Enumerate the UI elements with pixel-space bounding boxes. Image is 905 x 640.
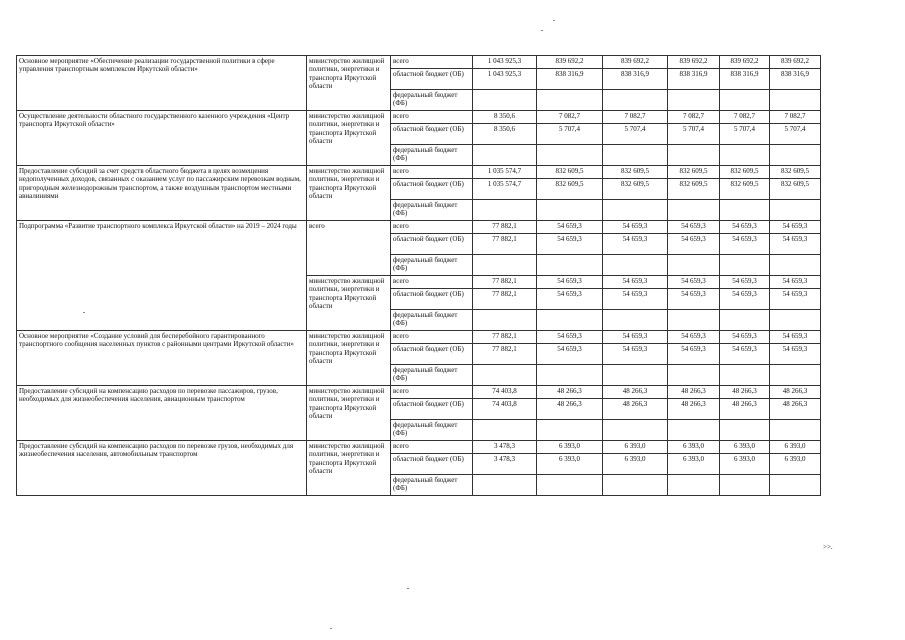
- table-row: [17, 111, 821, 124]
- amount-cell: 48 266,3: [770, 386, 821, 399]
- amount-cell: 54 659,3: [720, 344, 770, 365]
- amount-cell: 74 403,8: [473, 386, 537, 399]
- funding-source: областной бюджет (ОБ): [391, 234, 473, 255]
- funding-source: всего: [391, 276, 473, 289]
- responsible-executor: министерство жилищной политики, энергетики и транспорта Иркутской области: [307, 56, 391, 111]
- amount-cell: 7 082,7: [770, 111, 821, 124]
- amount-cell: 8 350,6: [473, 111, 537, 124]
- funding-source: федеральный бюджет (ФБ): [391, 90, 473, 111]
- amount-cell: 54 659,3: [720, 289, 770, 310]
- scan-speck: [83, 312, 85, 313]
- amount-cell: [720, 420, 770, 441]
- amount-cell: 1 043 925,3: [473, 56, 537, 69]
- amount-cell: [770, 475, 821, 496]
- funding-source: всего: [391, 111, 473, 124]
- amount-cell: [603, 255, 668, 276]
- amount-cell: 7 082,7: [603, 111, 668, 124]
- measure-name: Осуществление деятельности областного государственного казенного учреждения «Центр транспорта Иркутской области»: [17, 111, 307, 166]
- amount-cell: [473, 365, 537, 386]
- amount-cell: 5 707,4: [668, 124, 720, 145]
- funding-source: федеральный бюджет (ФБ): [391, 310, 473, 331]
- measure-name: Основное мероприятие «Создание условий для бесперебойного гарантированного транспортного сообщения населенных пунктов с районными центрами Иркутской области»: [17, 331, 307, 386]
- amount-cell: 54 659,3: [603, 344, 668, 365]
- amount-cell: 54 659,3: [603, 234, 668, 255]
- amount-cell: 48 266,3: [720, 386, 770, 399]
- amount-cell: 832 609,5: [537, 166, 603, 179]
- budget-table: [16, 55, 821, 496]
- amount-cell: 838 316,9: [720, 69, 770, 90]
- amount-cell: 54 659,3: [770, 276, 821, 289]
- funding-source: областной бюджет (ОБ): [391, 289, 473, 310]
- responsible-executor: министерство жилищной политики, энергетики и транспорта Иркутской области: [307, 331, 391, 386]
- measure-name: Предоставление субсидий на компенсацию расходов по перевозке пассажиров, грузов, необходимых для жизнеобеспечения населения, авиационным транспортом: [17, 386, 307, 441]
- amount-cell: [537, 90, 603, 111]
- amount-cell: 3 478,3: [473, 441, 537, 454]
- amount-cell: 77 882,1: [473, 289, 537, 310]
- amount-cell: 1 043 925,3: [473, 69, 537, 90]
- amount-cell: 54 659,3: [668, 344, 720, 365]
- amount-cell: [537, 145, 603, 166]
- funding-source: областной бюджет (ОБ): [391, 69, 473, 90]
- amount-cell: 54 659,3: [537, 234, 603, 255]
- amount-cell: 6 393,0: [720, 454, 770, 475]
- amount-cell: [537, 420, 603, 441]
- amount-cell: 6 393,0: [770, 441, 821, 454]
- amount-cell: [720, 200, 770, 221]
- funding-source: федеральный бюджет (ФБ): [391, 420, 473, 441]
- scan-speck: [330, 628, 332, 629]
- amount-cell: 1 035 574,7: [473, 166, 537, 179]
- amount-cell: 7 082,7: [720, 111, 770, 124]
- amount-cell: [603, 475, 668, 496]
- amount-cell: 54 659,3: [668, 221, 720, 234]
- amount-cell: 54 659,3: [603, 276, 668, 289]
- amount-cell: 6 393,0: [668, 441, 720, 454]
- amount-cell: 832 609,5: [603, 179, 668, 200]
- table-row: [17, 441, 821, 454]
- amount-cell: 48 266,3: [537, 386, 603, 399]
- amount-cell: 48 266,3: [720, 399, 770, 420]
- amount-cell: 54 659,3: [668, 276, 720, 289]
- amount-cell: [537, 475, 603, 496]
- amount-cell: 54 659,3: [603, 221, 668, 234]
- funding-source: федеральный бюджет (ФБ): [391, 255, 473, 276]
- responsible-executor: всего: [307, 221, 391, 276]
- amount-cell: 6 393,0: [770, 454, 821, 475]
- amount-cell: 54 659,3: [537, 289, 603, 310]
- amount-cell: [473, 200, 537, 221]
- funding-source: областной бюджет (ОБ): [391, 399, 473, 420]
- amount-cell: [720, 365, 770, 386]
- amount-cell: 6 393,0: [537, 454, 603, 475]
- amount-cell: [473, 90, 537, 111]
- amount-cell: 838 316,9: [537, 69, 603, 90]
- funding-source: федеральный бюджет (ФБ): [391, 200, 473, 221]
- measure-name: Предоставление субсидий на компенсацию расходов по перевозке грузов, необходимых для жизнеобеспечения населения, автомобильным транспортом: [17, 441, 307, 496]
- amount-cell: 5 707,4: [537, 124, 603, 145]
- funding-source: всего: [391, 166, 473, 179]
- amount-cell: [603, 365, 668, 386]
- amount-cell: 5 707,4: [603, 124, 668, 145]
- amount-cell: 838 316,9: [770, 69, 821, 90]
- amount-cell: 838 316,9: [603, 69, 668, 90]
- amount-cell: 832 609,5: [668, 166, 720, 179]
- amount-cell: 54 659,3: [770, 289, 821, 310]
- amount-cell: 54 659,3: [668, 289, 720, 310]
- amount-cell: 54 659,3: [770, 234, 821, 255]
- amount-cell: 74 403,8: [473, 399, 537, 420]
- amount-cell: 839 692,2: [770, 56, 821, 69]
- amount-cell: 832 609,5: [537, 179, 603, 200]
- amount-cell: 54 659,3: [537, 221, 603, 234]
- continuation-mark: >>.: [823, 543, 833, 551]
- funding-source: областной бюджет (ОБ): [391, 454, 473, 475]
- amount-cell: 48 266,3: [668, 399, 720, 420]
- amount-cell: [473, 145, 537, 166]
- measure-name: Основное мероприятие «Обеспечение реализации государственной политики в сфере управления транспортным комплексом Иркутской области»: [17, 56, 307, 111]
- funding-source: всего: [391, 386, 473, 399]
- amount-cell: 54 659,3: [668, 331, 720, 344]
- amount-cell: [603, 310, 668, 331]
- funding-source: областной бюджет (ОБ): [391, 179, 473, 200]
- responsible-executor: министерство жилищной политики, энергетики и транспорта Иркутской области: [307, 441, 391, 496]
- funding-source: всего: [391, 441, 473, 454]
- amount-cell: 48 266,3: [668, 386, 720, 399]
- amount-cell: 54 659,3: [770, 221, 821, 234]
- amount-cell: [473, 475, 537, 496]
- amount-cell: 6 393,0: [603, 441, 668, 454]
- amount-cell: [720, 145, 770, 166]
- funding-source: федеральный бюджет (ФБ): [391, 145, 473, 166]
- amount-cell: 54 659,3: [720, 221, 770, 234]
- funding-source: федеральный бюджет (ФБ): [391, 475, 473, 496]
- responsible-executor: министерство жилищной политики, энергетики и транспорта Иркутской области: [307, 111, 391, 166]
- measure-name: Предоставление субсидий за счет средств областного бюджета в целях возмещения недополученных доходов, связанных с оказанием услуг по пассажирским перевозкам водным, пригородным железнодорожным транспортом, а также воздушным транспортом местными авиалиниями: [17, 166, 307, 221]
- amount-cell: [770, 145, 821, 166]
- responsible-executor: министерство жилищной политики, энергетики и транспорта Иркутской области: [307, 166, 391, 221]
- amount-cell: 832 609,5: [668, 179, 720, 200]
- funding-source: всего: [391, 331, 473, 344]
- amount-cell: 832 609,5: [770, 166, 821, 179]
- amount-cell: 54 659,3: [537, 276, 603, 289]
- funding-source: всего: [391, 221, 473, 234]
- amount-cell: 77 882,1: [473, 234, 537, 255]
- amount-cell: [603, 90, 668, 111]
- amount-cell: [537, 310, 603, 331]
- amount-cell: [537, 200, 603, 221]
- amount-cell: [537, 365, 603, 386]
- amount-cell: 839 692,2: [668, 56, 720, 69]
- amount-cell: 3 478,3: [473, 454, 537, 475]
- amount-cell: [720, 90, 770, 111]
- scan-speck: [407, 588, 409, 589]
- amount-cell: 54 659,3: [720, 331, 770, 344]
- amount-cell: 7 082,7: [537, 111, 603, 124]
- amount-cell: [770, 365, 821, 386]
- amount-cell: [668, 255, 720, 276]
- amount-cell: 6 393,0: [603, 454, 668, 475]
- amount-cell: [603, 145, 668, 166]
- amount-cell: [720, 475, 770, 496]
- amount-cell: 7 082,7: [668, 111, 720, 124]
- amount-cell: 77 882,1: [473, 276, 537, 289]
- amount-cell: 48 266,3: [603, 386, 668, 399]
- amount-cell: [770, 90, 821, 111]
- amount-cell: 54 659,3: [537, 344, 603, 365]
- amount-cell: [473, 255, 537, 276]
- amount-cell: 832 609,5: [720, 166, 770, 179]
- amount-cell: 832 609,5: [720, 179, 770, 200]
- amount-cell: [537, 255, 603, 276]
- funding-source: областной бюджет (ОБ): [391, 124, 473, 145]
- amount-cell: 54 659,3: [537, 331, 603, 344]
- table-row: [17, 56, 821, 69]
- responsible-executor: министерство жилищной политики, энергетики и транспорта Иркутской области: [307, 386, 391, 441]
- scan-speck: [553, 20, 555, 21]
- table-row: [17, 386, 821, 399]
- amount-cell: 832 609,5: [770, 179, 821, 200]
- amount-cell: 54 659,3: [720, 276, 770, 289]
- amount-cell: [668, 365, 720, 386]
- amount-cell: [720, 255, 770, 276]
- amount-cell: 8 350,6: [473, 124, 537, 145]
- amount-cell: 48 266,3: [537, 399, 603, 420]
- amount-cell: [668, 310, 720, 331]
- funding-source: всего: [391, 56, 473, 69]
- amount-cell: 6 393,0: [720, 441, 770, 454]
- amount-cell: 48 266,3: [603, 399, 668, 420]
- amount-cell: 5 707,4: [770, 124, 821, 145]
- amount-cell: 838 316,9: [668, 69, 720, 90]
- amount-cell: 48 266,3: [770, 399, 821, 420]
- amount-cell: [668, 200, 720, 221]
- amount-cell: 54 659,3: [770, 344, 821, 365]
- amount-cell: 6 393,0: [537, 441, 603, 454]
- amount-cell: [770, 200, 821, 221]
- amount-cell: [668, 420, 720, 441]
- amount-cell: 54 659,3: [770, 331, 821, 344]
- amount-cell: 832 609,5: [603, 166, 668, 179]
- table-row: [17, 331, 821, 344]
- amount-cell: 839 692,2: [720, 56, 770, 69]
- amount-cell: 1 035 574,7: [473, 179, 537, 200]
- amount-cell: [668, 145, 720, 166]
- amount-cell: 839 692,2: [603, 56, 668, 69]
- amount-cell: 54 659,3: [603, 289, 668, 310]
- amount-cell: [473, 420, 537, 441]
- table-row: [17, 221, 821, 234]
- amount-cell: [770, 255, 821, 276]
- amount-cell: 5 707,4: [720, 124, 770, 145]
- responsible-executor: министерство жилищной политики, энергетики и транспорта Иркутской области: [307, 276, 391, 331]
- amount-cell: [770, 420, 821, 441]
- amount-cell: 77 882,1: [473, 344, 537, 365]
- amount-cell: 54 659,3: [603, 331, 668, 344]
- amount-cell: [603, 200, 668, 221]
- table-row: [17, 166, 821, 179]
- table-body: [17, 56, 821, 496]
- amount-cell: 77 882,1: [473, 221, 537, 234]
- amount-cell: [473, 310, 537, 331]
- amount-cell: 54 659,3: [668, 234, 720, 255]
- amount-cell: 77 882,1: [473, 331, 537, 344]
- scan-speck: [541, 30, 543, 31]
- amount-cell: [668, 475, 720, 496]
- amount-cell: 839 692,2: [537, 56, 603, 69]
- amount-cell: [720, 310, 770, 331]
- measure-name: Подпрограмма «Развитие транспортного комплекса Иркутской области» на 2019 – 2024 годы: [17, 221, 307, 331]
- amount-cell: 6 393,0: [668, 454, 720, 475]
- funding-source: федеральный бюджет (ФБ): [391, 365, 473, 386]
- amount-cell: [668, 90, 720, 111]
- amount-cell: [603, 420, 668, 441]
- funding-source: областной бюджет (ОБ): [391, 344, 473, 365]
- amount-cell: [770, 310, 821, 331]
- amount-cell: 54 659,3: [720, 234, 770, 255]
